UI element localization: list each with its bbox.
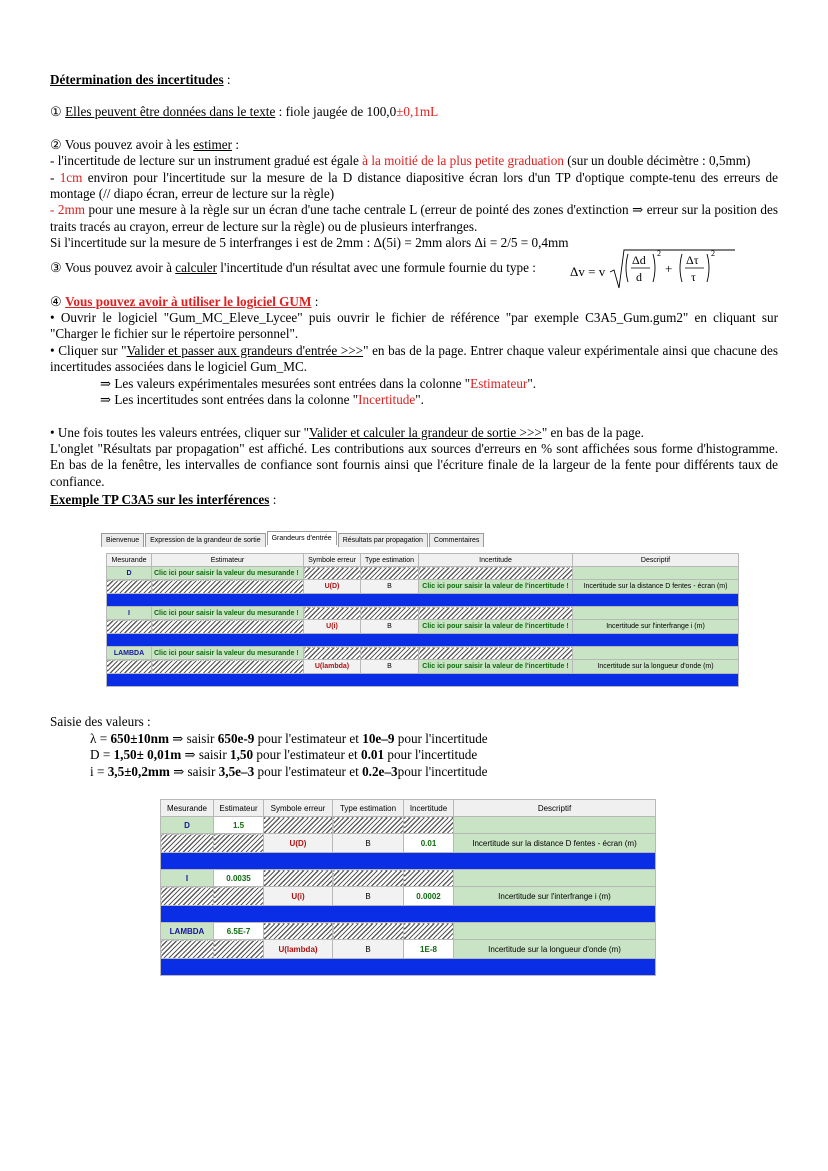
symbole-cell: U(i) [304, 620, 361, 634]
descriptif-cell: Incertitude sur la longueur d'onde (m) [454, 940, 656, 959]
incertitude-input[interactable]: Clic ici pour saisir la valeur de l'incertitude ! [419, 660, 573, 674]
descriptif-cell: Incertitude sur l'interfrange i (m) [573, 620, 739, 634]
estimateur-input[interactable]: 0.0035 [214, 870, 264, 887]
col-symbole-erreur: Symbole erreur [264, 800, 333, 817]
table-row [107, 580, 739, 594]
incertitude-input[interactable]: 0.0002 [404, 887, 454, 906]
svg-text:2: 2 [657, 248, 661, 258]
svg-text:Δv = v: Δv = v [570, 263, 606, 279]
type-cell: B [333, 940, 404, 959]
table-row [161, 887, 656, 906]
svg-text:d: d [636, 269, 642, 284]
tab-bienvenue[interactable]: Bienvenue [101, 533, 144, 547]
table-row [107, 567, 739, 580]
col-mesurande: Mesurande [107, 554, 152, 567]
table-row [107, 607, 739, 620]
type-cell: B [361, 580, 419, 594]
mesurande-cell: D [107, 567, 152, 580]
mesurande-cell: D [161, 817, 214, 834]
gum-tabs [101, 533, 485, 547]
tab-commentaires[interactable]: Commentaires [429, 533, 485, 547]
col-type-estimation: Type estimation [361, 554, 419, 567]
col-incertitude: Incertitude [404, 800, 454, 817]
table-row [161, 870, 656, 887]
saisie-line: λ = 650±10nm ⇒ saisir 650e-9 pour l'estimateur et 10e–9 pour l'incertitude [90, 730, 488, 746]
tab-expression[interactable]: Expression de la grandeur de sortie [145, 533, 266, 547]
saisie-section [50, 714, 488, 780]
paragraph-gum: ④ Vous pouvez avoir à utiliser le logiciel GUM : • Ouvrir le logiciel "Gum_MC_Eleve_Lycee" puis ouvrir le fichier de référence "par exemple C3A5_Gum.gum2" en cliquant sur "Charger le fichier sur le répertoire personnel". • Cliquer sur "Valider et passer aux grandeurs d'entrée >>>" en bas de la page. Entrer chaque valeur expérimentale ainsi que chacune des incertitudes associées dans le logiciel Gum_MC. ⇒ Les valeurs expérimentales mesurées sont entrées dans la colonne "Estimateur". ⇒ Les incertitudes sont entrées dans la colonne "Incertitude". • Une fois toutes les valeurs entrées, cliquer sur "Valider et calculer la grandeur de sortie >>>" en bas de la page. L'onglet "Résultats par propagation" est affiché. Les contributions aux sources d'erreurs en % sont affichées sous forme d'histogramme. En bas de la fenêtre, les intervalles de confiance sont fournis ainsi que l'écriture finale de la largeur de la fente pour différents taux de confiance. [50, 293, 778, 489]
estimateur-input[interactable]: 1.5 [214, 817, 264, 834]
col-mesurande: Mesurande [161, 800, 214, 817]
uncertainty-formula [570, 248, 740, 292]
gum-input-table-empty [106, 553, 739, 687]
mesurande-cell: LAMBDA [161, 923, 214, 940]
table-row [107, 647, 739, 660]
svg-text:+: + [665, 260, 673, 276]
section-heading: Détermination des incertitudes : [50, 72, 231, 87]
type-cell: B [333, 834, 404, 853]
document-body [50, 72, 778, 509]
saisie-title: Saisie des valeurs : [50, 714, 151, 729]
paragraph-calculate: ③ Vous pouvez avoir à calculer l'incertitude d'un résultat avec une formule fournie du type : Δv = v Δd d 2 + Δτ τ 2 [50, 252, 778, 294]
table-row [161, 834, 656, 853]
symbole-cell: U(lambda) [264, 940, 333, 959]
table-row [161, 940, 656, 959]
mesurande-cell: I [161, 870, 214, 887]
mesurande-cell: I [107, 607, 152, 620]
table-row [107, 620, 739, 634]
col-symbole-erreur: Symbole erreur [304, 554, 361, 567]
tab-resultats[interactable]: Résultats par propagation [338, 533, 428, 547]
col-descriptif: Descriptif [573, 554, 739, 567]
table-row [107, 660, 739, 674]
svg-text:2: 2 [711, 248, 715, 258]
descriptif-cell: Incertitude sur la distance D fentes - écran (m) [573, 580, 739, 594]
type-cell: B [361, 620, 419, 634]
type-cell: B [333, 887, 404, 906]
incertitude-input[interactable]: 1E-8 [404, 940, 454, 959]
svg-text:τ: τ [691, 269, 696, 284]
symbole-cell: U(D) [304, 580, 361, 594]
symbole-cell: U(lambda) [304, 660, 361, 674]
col-estimateur: Estimateur [152, 554, 304, 567]
type-cell: B [361, 660, 419, 674]
example-title: Exemple TP C3A5 sur les interférences : [50, 492, 277, 508]
table-row [161, 817, 656, 834]
saisie-line: i = 3,5±0,2mm ⇒ saisir 3,5e–3 pour l'estimateur et 0.2e–3pour l'incertitude [90, 763, 488, 779]
estimateur-input[interactable]: Clic ici pour saisir la valeur du mesurande ! [152, 647, 304, 660]
incertitude-input[interactable]: Clic ici pour saisir la valeur de l'incertitude ! [419, 580, 573, 594]
col-incertitude: Incertitude [419, 554, 573, 567]
paragraph-estimate: ② Vous pouvez avoir à les estimer : - l'incertitude de lecture sur un instrument gradué est égale à la moitié de la plus petite graduation (sur un double décimètre : 0,5mm) - 1cm environ pour l'incertitude sur la mesure de la D distance diapositive écran lors d'un TP d'optique compte-tenu des erreurs de montage (// diapo écran, erreur de lecture sur la règle) - 2mm pour une mesure à la règle sur un écran d'une tache centrale L (erreur de pointé des zones d'extinction ⇒ erreur sur la position des traits tracés au crayon, erreur de lecture sur la règle) ou de plusieurs interfranges. Si l'incertitude sur la mesure de 5 interfranges i est de 2mm : Δ(5i) = 2mm alors Δi = 2/5 = 0,4mm [50, 136, 778, 251]
symbole-cell: U(i) [264, 887, 333, 906]
symbole-cell: U(D) [264, 834, 333, 853]
tab-grandeurs-entree[interactable]: Grandeurs d'entrée [267, 531, 337, 545]
table-row [161, 923, 656, 940]
estimateur-input[interactable]: Clic ici pour saisir la valeur du mesurande ! [152, 607, 304, 620]
descriptif-cell: Incertitude sur la distance D fentes - écran (m) [454, 834, 656, 853]
descriptif-cell: Incertitude sur l'interfrange i (m) [454, 887, 656, 906]
incertitude-input[interactable]: Clic ici pour saisir la valeur de l'incertitude ! [419, 620, 573, 634]
estimateur-input[interactable]: 6.5E-7 [214, 923, 264, 940]
col-estimateur: Estimateur [214, 800, 264, 817]
svg-text:Δτ: Δτ [686, 252, 699, 267]
col-type-estimation: Type estimation [333, 800, 404, 817]
saisie-line: D = 1,50± 0,01m ⇒ saisir 1,50 pour l'estimateur et 0.01 pour l'incertitude [90, 747, 478, 762]
col-descriptif: Descriptif [454, 800, 656, 817]
paragraph-given: ① Elles peuvent être données dans le texte : fiole jaugée de 100,0±0,1mL [50, 104, 439, 120]
mesurande-cell: LAMBDA [107, 647, 152, 660]
gum-input-table-filled [160, 799, 656, 976]
svg-text:Δd: Δd [632, 252, 646, 267]
incertitude-input[interactable]: 0.01 [404, 834, 454, 853]
descriptif-cell: Incertitude sur la longueur d'onde (m) [573, 660, 739, 674]
estimateur-input[interactable]: Clic ici pour saisir la valeur du mesurande ! [152, 567, 304, 580]
